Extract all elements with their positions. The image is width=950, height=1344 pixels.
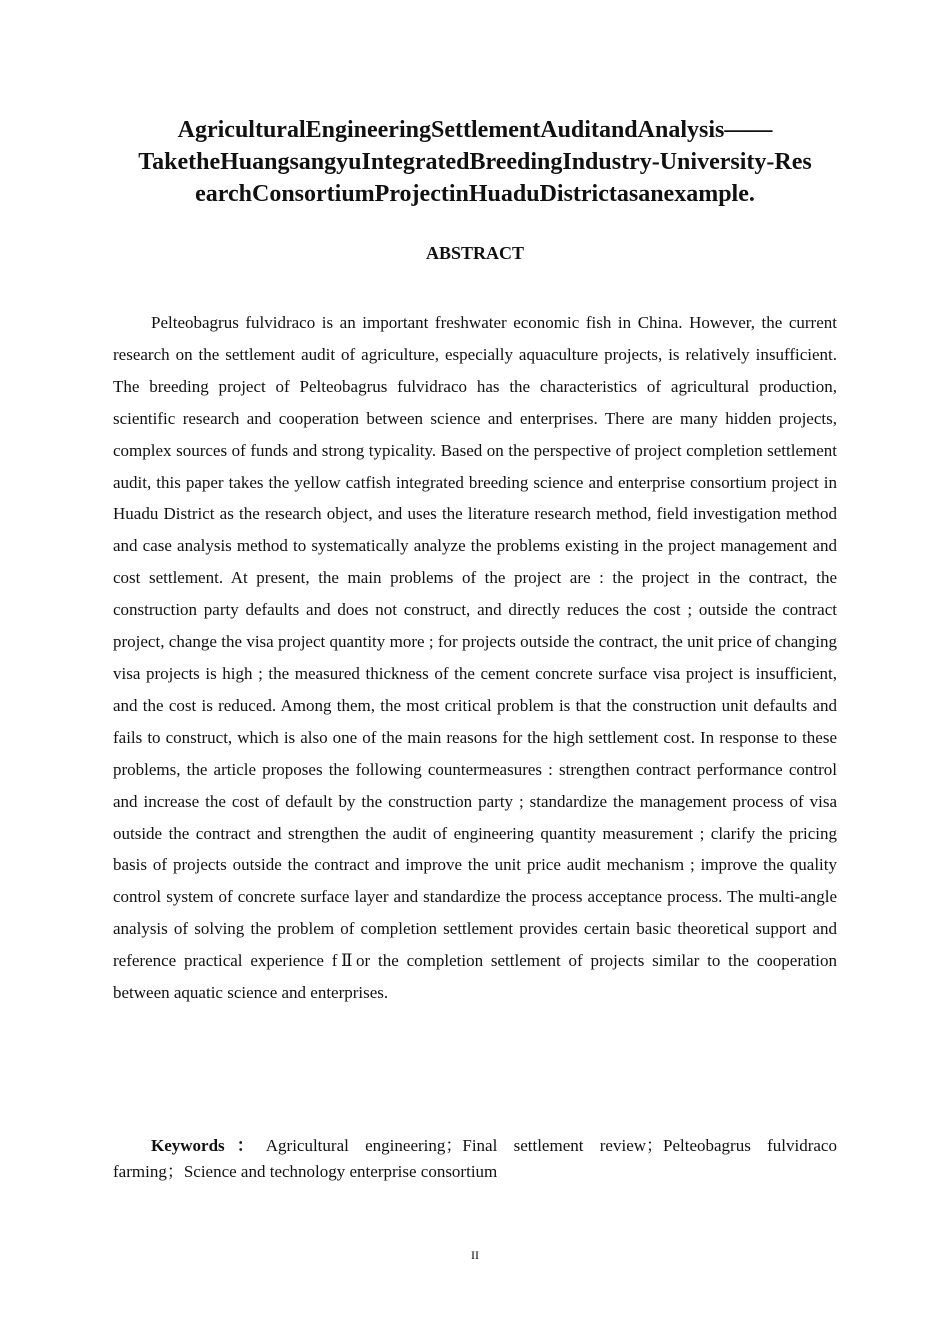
page-number: II [471, 1248, 479, 1262]
paper-title [100, 114, 850, 210]
title-line-2: TaketheHuangsangyuIntegratedBreedingIndustry-University-Res [138, 149, 812, 175]
keywords-label: Keywords： [151, 1136, 266, 1155]
keywords-text: Agricultural engineering；Final settlement review；Pelteobagrus fulvidraco farming；Science and technology enterprise consortium [113, 1136, 837, 1181]
keywords-paragraph [113, 1133, 837, 1185]
abstract-body: Pelteobagrus fulvidraco is an important freshwater economic fish in China. However, the current research on the settlement audit of agriculture, especially aquaculture projects, is relatively insufficient. The breeding project of Pelteobagrus fulvidraco has the characteristics of agricultural production, scientific research and cooperation between science and enterprises. There are many hidden projects, complex sources of funds and strong typicality. Based on the perspective of project completion settlement audit, this paper takes the yellow catfish integrated breeding science and enterprise consortium project in Huadu District as the research object, and uses the literature research method, field investigation method and case analysis method to systematically analyze the problems existing in the project management and cost settlement. At present, the main problems of the project are : the project in the contract, the construction party defaults and does not construct, and directly reduces the cost ; outside the contract project, change the visa project quantity more ; for projects outside the contract, the unit price of changing visa projects is high ; the measured thickness of the cement concrete surface visa project is insufficient, and the cost is reduced. Among them, the most critical problem is that the construction unit defaults and fails to construct, which is also one of the main reasons for the high settlement cost. In response to these problems, the article proposes the following countermeasures : strengthen contract performance control and increase the cost of default by the construction party ; standardize the management process of visa outside the contract and strengthen the audit of engineering quantity measurement ; clarify the pricing basis of projects outside the contract and improve the unit price audit mechanism ; improve the quality control system of concrete surface layer and standardize the process acceptance process. The multi-angle analysis of solving the problem of completion settlement provides certain basic theoretical support and reference practical experience fⅡor the completion settlement of projects similar to the cooperation between aquatic science and enterprises. [113, 313, 837, 1003]
abstract-heading: ABSTRACT [425, 243, 525, 263]
title-line-1: AgriculturalEngineeringSettlementAuditandAnalysis—— [177, 117, 773, 143]
title-line-3: earchConsortiumProjectinHuaduDistrictasanexample. [195, 181, 755, 207]
